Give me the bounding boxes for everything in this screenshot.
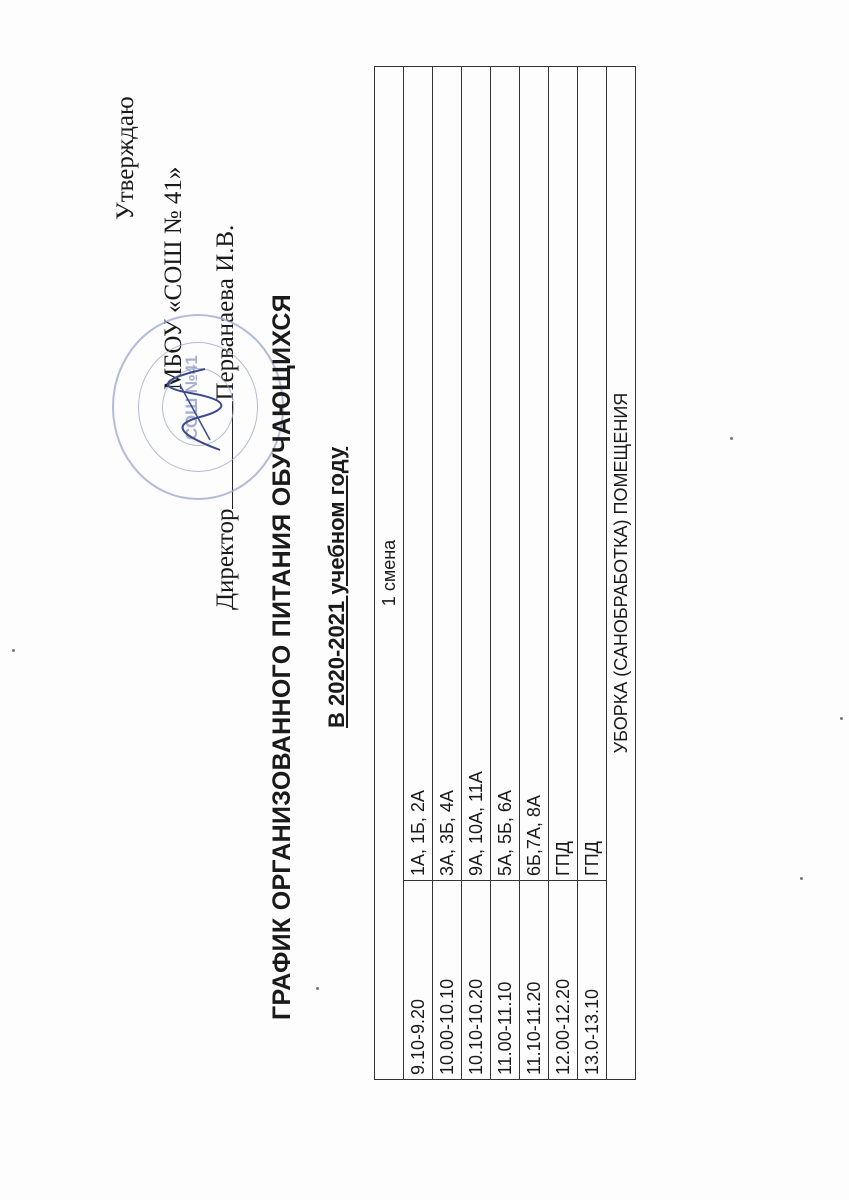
time-cell: 11.10-11.20 [520, 881, 549, 1080]
table-row [433, 67, 462, 1080]
time-cell: 12.00-12.20 [549, 881, 578, 1080]
time-cell: 10.10-10.20 [462, 881, 491, 1080]
approve-word: Утверждаю [112, 96, 139, 220]
page-subtitle: В 2020-2021 учебном году [324, 446, 349, 728]
director-label: Директор [212, 508, 239, 610]
time-cell: 10.00-10.10 [433, 881, 462, 1080]
scan-speck [800, 877, 803, 880]
classes-cell: ГПД [549, 67, 578, 881]
table-row [462, 67, 491, 1080]
stamp-text: СОШ №41 [182, 355, 201, 440]
table-row [578, 67, 607, 1080]
org-name: МБОУ «СОШ № 41» [160, 166, 187, 390]
table-footer: УБОРКА (САНОБРАБОТКА) ПОМЕЩЕНИЯ [607, 67, 636, 1080]
time-cell: 11.00-11.10 [491, 881, 520, 1080]
schedule-table [374, 66, 636, 1080]
shift-header: 1 смена [375, 67, 404, 1080]
scan-speck [840, 717, 843, 720]
time-cell: 9.10-9.20 [404, 881, 433, 1080]
scan-speck [730, 437, 733, 440]
director-name: Перванаева И.В. [212, 224, 239, 401]
table-row [491, 67, 520, 1080]
table-footer-row [607, 67, 636, 1080]
classes-cell: 6Б,7А, 8А [520, 67, 549, 881]
classes-cell: 5А, 5Б, 6А [491, 67, 520, 881]
scan-speck [316, 987, 319, 990]
classes-cell: 1А, 1Б, 2А [404, 67, 433, 881]
table-row [549, 67, 578, 1080]
time-cell: 13.0-13.10 [578, 881, 607, 1080]
classes-cell: 9А, 10А, 11А [462, 67, 491, 881]
signature-icon [160, 365, 240, 455]
classes-cell: ГПД [578, 67, 607, 881]
scan-speck [12, 649, 15, 652]
table-row [520, 67, 549, 1080]
table-header-row [375, 67, 404, 1080]
table-row [404, 67, 433, 1080]
page-title: ГРАФИК ОРГАНИЗОВАННОГО ПИТАНИЯ ОБУЧАЮЩИХСЯ [268, 294, 296, 1020]
classes-cell: 3А, 3Б, 4А [433, 67, 462, 881]
